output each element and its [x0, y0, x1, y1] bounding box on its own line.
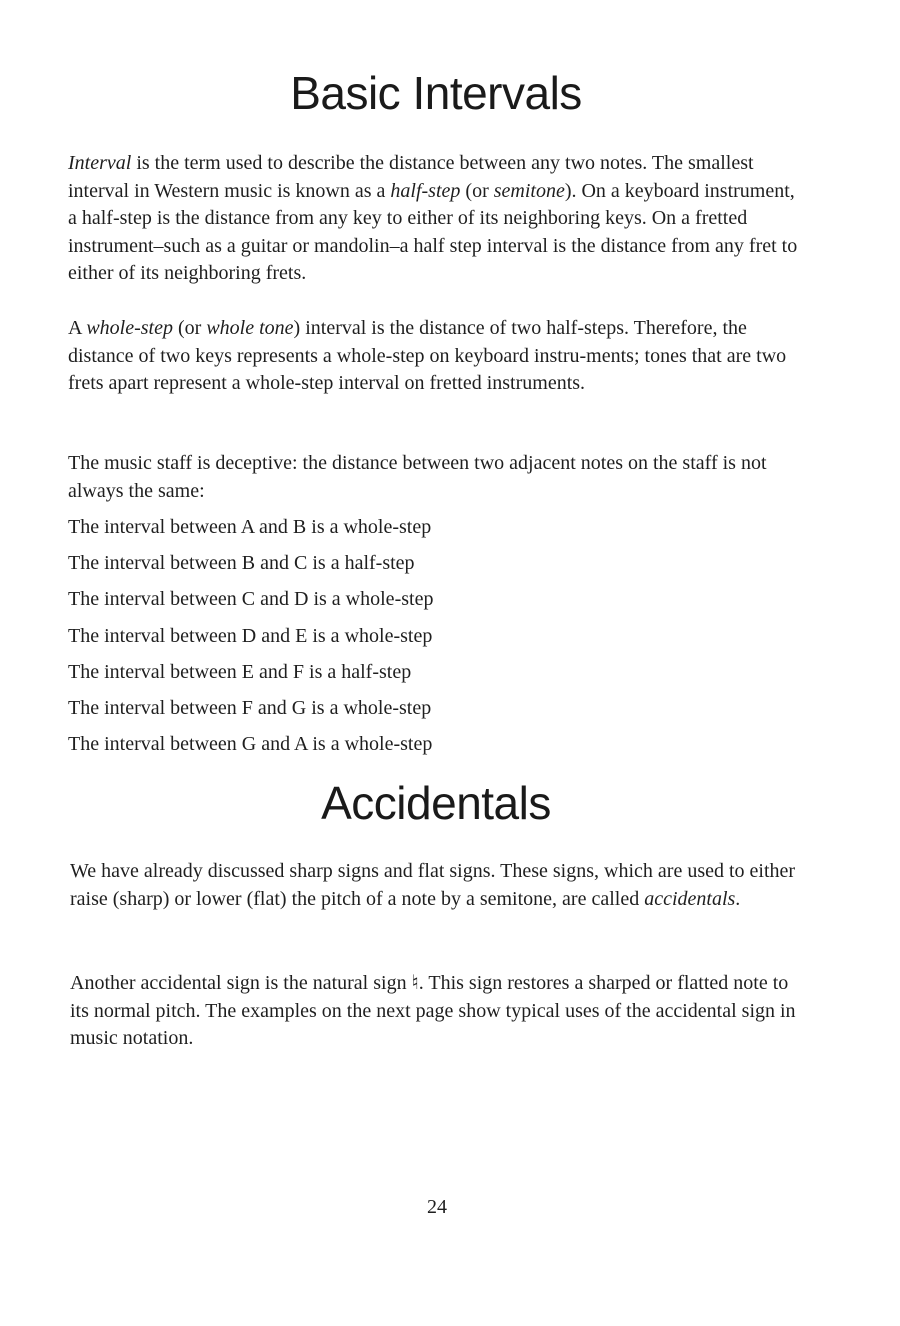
term-accidentals: accidentals: [644, 887, 736, 910]
text-span: ) interval is the distance of two half-steps. Therefore, the distance of two keys represents a whole-step on keyboard instru-ments; tones that are two frets apart represent a whole-step interval on fretted instruments.: [68, 317, 787, 394]
paragraph-whole-step: [68, 315, 808, 398]
interval-list-item: The interval between A and B is a whole-step: [68, 516, 432, 538]
paragraph-accidentals-definition: [70, 858, 810, 913]
interval-list-item: The interval between D and E is a whole-step: [68, 624, 433, 647]
paragraph-staff-deceptive: The music staff is deceptive: the distance between two adjacent notes on the staff is not always the same:: [68, 452, 767, 502]
page-number: 24: [427, 1196, 447, 1218]
text-span: A: [68, 317, 87, 339]
paragraph-interval-definition: [68, 150, 808, 288]
text-span: is the term used to describe the distance between any two notes. The smallest interval in Western music is known as a: [68, 152, 754, 202]
section-title-accidentals: Accidentals: [321, 777, 551, 829]
interval-list-item: The interval between C and D is a whole-step: [68, 588, 434, 611]
interval-list-item: The interval between F and G is a whole-step: [68, 696, 432, 719]
interval-list-item: The interval between G and A is a whole-step: [68, 733, 433, 756]
text-span: (or: [173, 317, 207, 339]
text-span: .: [735, 887, 741, 910]
term-interval: Interval: [68, 152, 132, 174]
interval-list-item: The interval between B and C is a half-step: [68, 552, 415, 575]
term-semitone: semitone: [493, 179, 565, 202]
term-half-step: half-step: [390, 179, 461, 202]
text-span: We have already discussed sharp signs and flat signs. These signs, which are used to either raise (sharp) or lower (flat) the pitch of a note by a semitone, are called: [70, 860, 796, 910]
section-title-basic-intervals: Basic Intervals: [290, 67, 582, 119]
interval-list-item: The interval between E and F is a half-step: [68, 660, 412, 683]
paragraph-natural-sign: Another accidental sign is the natural sign ♮. This sign restores a sharped or flatted note to its normal pitch. The examples on the next page show typical uses of the accidental sign in music notation.: [70, 972, 796, 1049]
term-whole-tone: whole tone: [206, 317, 294, 339]
text-span: ). On a keyboard instrument, a half-step is the distance from any key to either of its neighboring keys. On a fretted instrument–such as a guitar or mandolin–a half step interval is the distance from any fret to either of its neighboring frets.: [68, 179, 798, 284]
term-whole-step: whole-step: [86, 317, 173, 339]
text-span: (or: [460, 179, 494, 202]
interval-list: [68, 514, 433, 767]
